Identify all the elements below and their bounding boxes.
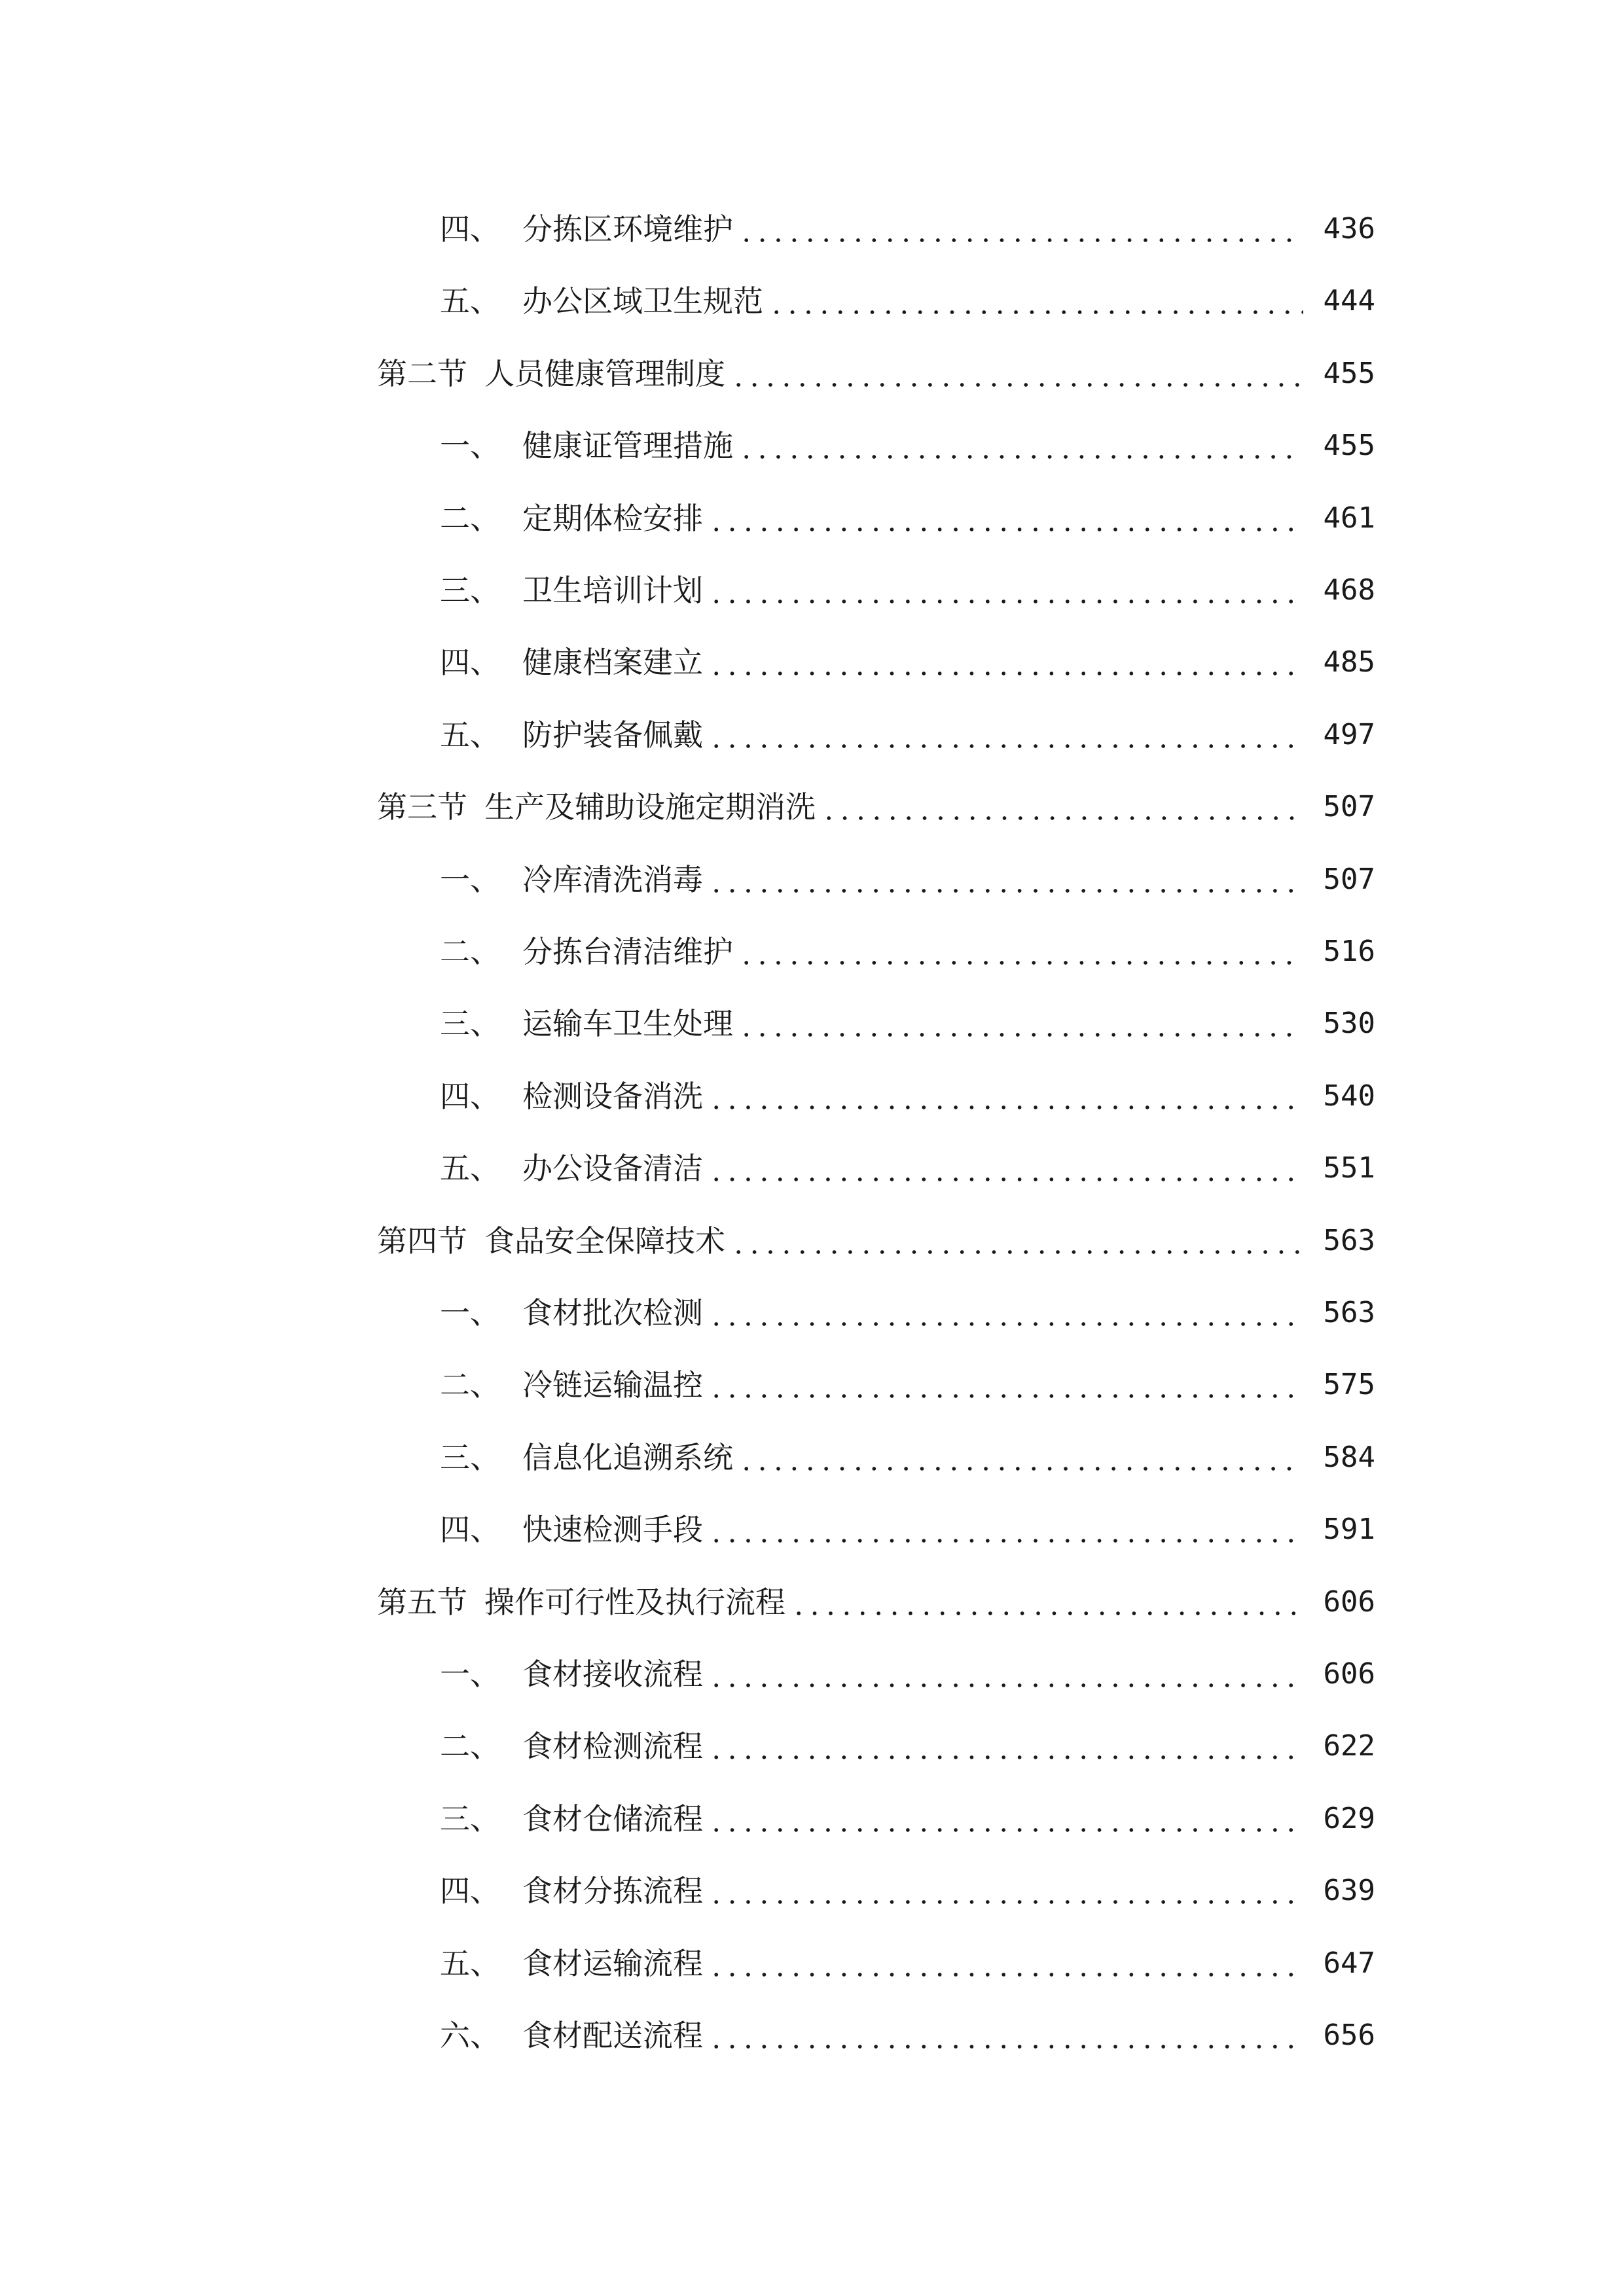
toc-item-title: 食材运输流程	[522, 1945, 703, 1981]
toc-subsection-entry[interactable]	[440, 203, 1375, 255]
toc-item-title: 食材检测流程	[522, 1729, 703, 1765]
toc-item-number: 五、	[440, 283, 500, 319]
toc-subsection-entry[interactable]	[440, 636, 1375, 689]
toc-page-number: 563	[1323, 1223, 1375, 1257]
toc-dot-leader	[708, 1753, 1303, 1761]
toc-subsection-entry[interactable]	[440, 1431, 1375, 1484]
toc-subsection-entry[interactable]	[440, 997, 1375, 1050]
toc-item-number: 三、	[440, 1801, 500, 1837]
toc-dot-leader	[708, 2043, 1303, 2051]
toc-dot-leader	[821, 814, 1303, 822]
toc-subsection-entry[interactable]	[440, 1793, 1375, 1845]
toc-item-title: 卫生培训计划	[522, 573, 703, 608]
toc-subsection-entry[interactable]	[440, 925, 1375, 978]
toc-dot-leader	[738, 1031, 1303, 1039]
toc-dot-leader	[708, 1971, 1303, 1979]
toc-page-number: 606	[1323, 1585, 1375, 1619]
toc-item-title: 运输车卫生处理	[522, 1006, 733, 1042]
toc-item-title: 食材接收流程	[522, 1657, 703, 1692]
toc-dot-leader	[708, 742, 1303, 750]
toc-page-number: 639	[1323, 1874, 1375, 1908]
toc-subsection-entry[interactable]	[440, 709, 1375, 761]
toc-dot-leader	[738, 236, 1303, 244]
toc-page-number: 497	[1323, 717, 1375, 751]
toc-item-number: 四、	[440, 1078, 500, 1114]
toc-item-title: 健康档案建立	[522, 645, 703, 681]
toc-item-number: 四、	[440, 1512, 500, 1548]
toc-page-number: 485	[1323, 645, 1375, 679]
toc-item-title: 食材仓储流程	[522, 1801, 703, 1837]
toc-subsection-entry[interactable]	[440, 853, 1375, 906]
toc-page-number: 444	[1323, 284, 1375, 318]
toc-dot-leader	[731, 1248, 1303, 1256]
toc-dot-leader	[768, 308, 1303, 316]
toc-dot-leader	[738, 1465, 1303, 1473]
toc-item-title: 操作可行性及执行流程	[484, 1584, 785, 1620]
toc-item-title: 信息化追溯系统	[522, 1439, 733, 1475]
toc-item-number: 六、	[440, 2018, 500, 2053]
toc-item-title: 冷链运输温控	[522, 1367, 703, 1403]
toc-dot-leader	[708, 1537, 1303, 1545]
toc-item-number: 一、	[440, 1295, 500, 1331]
toc-item-number: 二、	[440, 934, 500, 969]
toc-item-title: 生产及辅助设施定期消洗	[484, 789, 816, 825]
toc-dot-leader	[708, 1681, 1303, 1689]
toc-item-number: 四、	[440, 645, 500, 681]
toc-page-number: 591	[1323, 1513, 1375, 1547]
toc-subsection-entry[interactable]	[440, 1070, 1375, 1122]
toc-item-title: 冷库清洗消毒	[522, 861, 703, 897]
toc-section-entry[interactable]	[377, 781, 1375, 833]
toc-section-label: 第四节	[377, 1223, 467, 1259]
toc-subsection-entry[interactable]	[440, 420, 1375, 472]
toc-item-number: 二、	[440, 1729, 500, 1765]
toc-subsection-entry[interactable]	[440, 1503, 1375, 1556]
toc-item-number: 五、	[440, 717, 500, 753]
toc-item-title: 定期体检安排	[522, 500, 703, 536]
toc-subsection-entry[interactable]	[440, 1937, 1375, 1990]
toc-item-title: 食材配送流程	[522, 2018, 703, 2053]
toc-page-number: 516	[1323, 935, 1375, 968]
toc-page-number: 436	[1323, 212, 1375, 245]
toc-dot-leader	[708, 670, 1303, 677]
toc-page-number: 530	[1323, 1007, 1375, 1041]
toc-item-title: 办公设备清洁	[522, 1151, 703, 1187]
toc-section-entry[interactable]	[377, 1576, 1375, 1628]
toc-item-number: 四、	[440, 211, 500, 247]
toc-dot-leader	[738, 959, 1303, 967]
toc-subsection-entry[interactable]	[440, 1720, 1375, 1772]
toc-item-number: 五、	[440, 1945, 500, 1981]
toc-page-number: 455	[1323, 429, 1375, 463]
toc-item-title: 分拣区环境维护	[522, 211, 733, 247]
toc-dot-leader	[791, 1609, 1303, 1617]
toc-section-label: 第五节	[377, 1584, 467, 1620]
toc-dot-leader	[708, 887, 1303, 895]
toc-page-number: 629	[1323, 1801, 1375, 1835]
toc-item-number: 二、	[440, 1367, 500, 1403]
toc-item-number: 三、	[440, 1439, 500, 1475]
toc-subsection-entry[interactable]	[440, 1142, 1375, 1194]
toc-page-number: 656	[1323, 2018, 1375, 2052]
toc-page-number: 468	[1323, 573, 1375, 607]
toc-dot-leader	[708, 1103, 1303, 1111]
toc-page-number: 622	[1323, 1729, 1375, 1763]
toc-item-number: 二、	[440, 500, 500, 536]
toc-dot-leader	[708, 1826, 1303, 1834]
toc-item-number: 三、	[440, 573, 500, 608]
toc-item-number: 三、	[440, 1006, 500, 1042]
toc-section-entry[interactable]	[377, 1215, 1375, 1267]
toc-page-number: 647	[1323, 1946, 1375, 1980]
toc-dot-leader	[731, 381, 1303, 389]
toc-page-number: 540	[1323, 1079, 1375, 1113]
toc-item-title: 健康证管理措施	[522, 428, 733, 464]
toc-item-number: 四、	[440, 1873, 500, 1909]
toc-dot-leader	[708, 526, 1303, 533]
toc-item-number: 一、	[440, 1657, 500, 1692]
toc-dot-leader	[708, 1392, 1303, 1400]
toc-page-number: 461	[1323, 501, 1375, 535]
toc-subsection-entry[interactable]	[440, 1287, 1375, 1339]
toc-page-number: 507	[1323, 790, 1375, 824]
toc-item-title: 检测设备消洗	[522, 1078, 703, 1114]
toc-item-title: 快速检测手段	[522, 1512, 703, 1548]
toc-dot-leader	[738, 453, 1303, 461]
toc-page-number: 455	[1323, 356, 1375, 390]
toc-subsection-entry[interactable]	[440, 1648, 1375, 1700]
toc-item-title: 食材批次检测	[522, 1295, 703, 1331]
toc-subsection-entry[interactable]	[440, 564, 1375, 617]
toc-section-label: 第二节	[377, 355, 467, 391]
toc-subsection-entry[interactable]	[440, 275, 1375, 327]
toc-page-number: 575	[1323, 1368, 1375, 1402]
toc-item-number: 五、	[440, 1151, 500, 1187]
toc-item-title: 分拣台清洁维护	[522, 934, 733, 969]
toc-subsection-entry[interactable]	[440, 2009, 1375, 2062]
toc-dot-leader	[708, 1320, 1303, 1328]
toc-page-number: 606	[1323, 1657, 1375, 1691]
toc-item-title: 食材分拣流程	[522, 1873, 703, 1909]
toc-item-title: 人员健康管理制度	[484, 355, 725, 391]
toc-item-number: 一、	[440, 428, 500, 464]
toc-item-number: 一、	[440, 861, 500, 897]
toc-item-title: 办公区域卫生规范	[522, 283, 763, 319]
toc-subsection-entry[interactable]	[440, 1359, 1375, 1411]
toc-page-number: 551	[1323, 1151, 1375, 1185]
toc-section-entry[interactable]	[377, 348, 1375, 400]
toc-subsection-entry[interactable]	[440, 492, 1375, 545]
toc-subsection-entry[interactable]	[440, 1865, 1375, 1917]
toc-page-number: 507	[1323, 862, 1375, 896]
toc-page-number: 563	[1323, 1296, 1375, 1329]
toc-page-number: 584	[1323, 1440, 1375, 1474]
toc-dot-leader	[708, 1898, 1303, 1906]
toc-dot-leader	[708, 598, 1303, 605]
toc-section-label: 第三节	[377, 789, 467, 825]
toc-item-title: 防护装备佩戴	[522, 717, 703, 753]
toc-dot-leader	[708, 1175, 1303, 1183]
toc-item-title: 食品安全保障技术	[484, 1223, 725, 1259]
